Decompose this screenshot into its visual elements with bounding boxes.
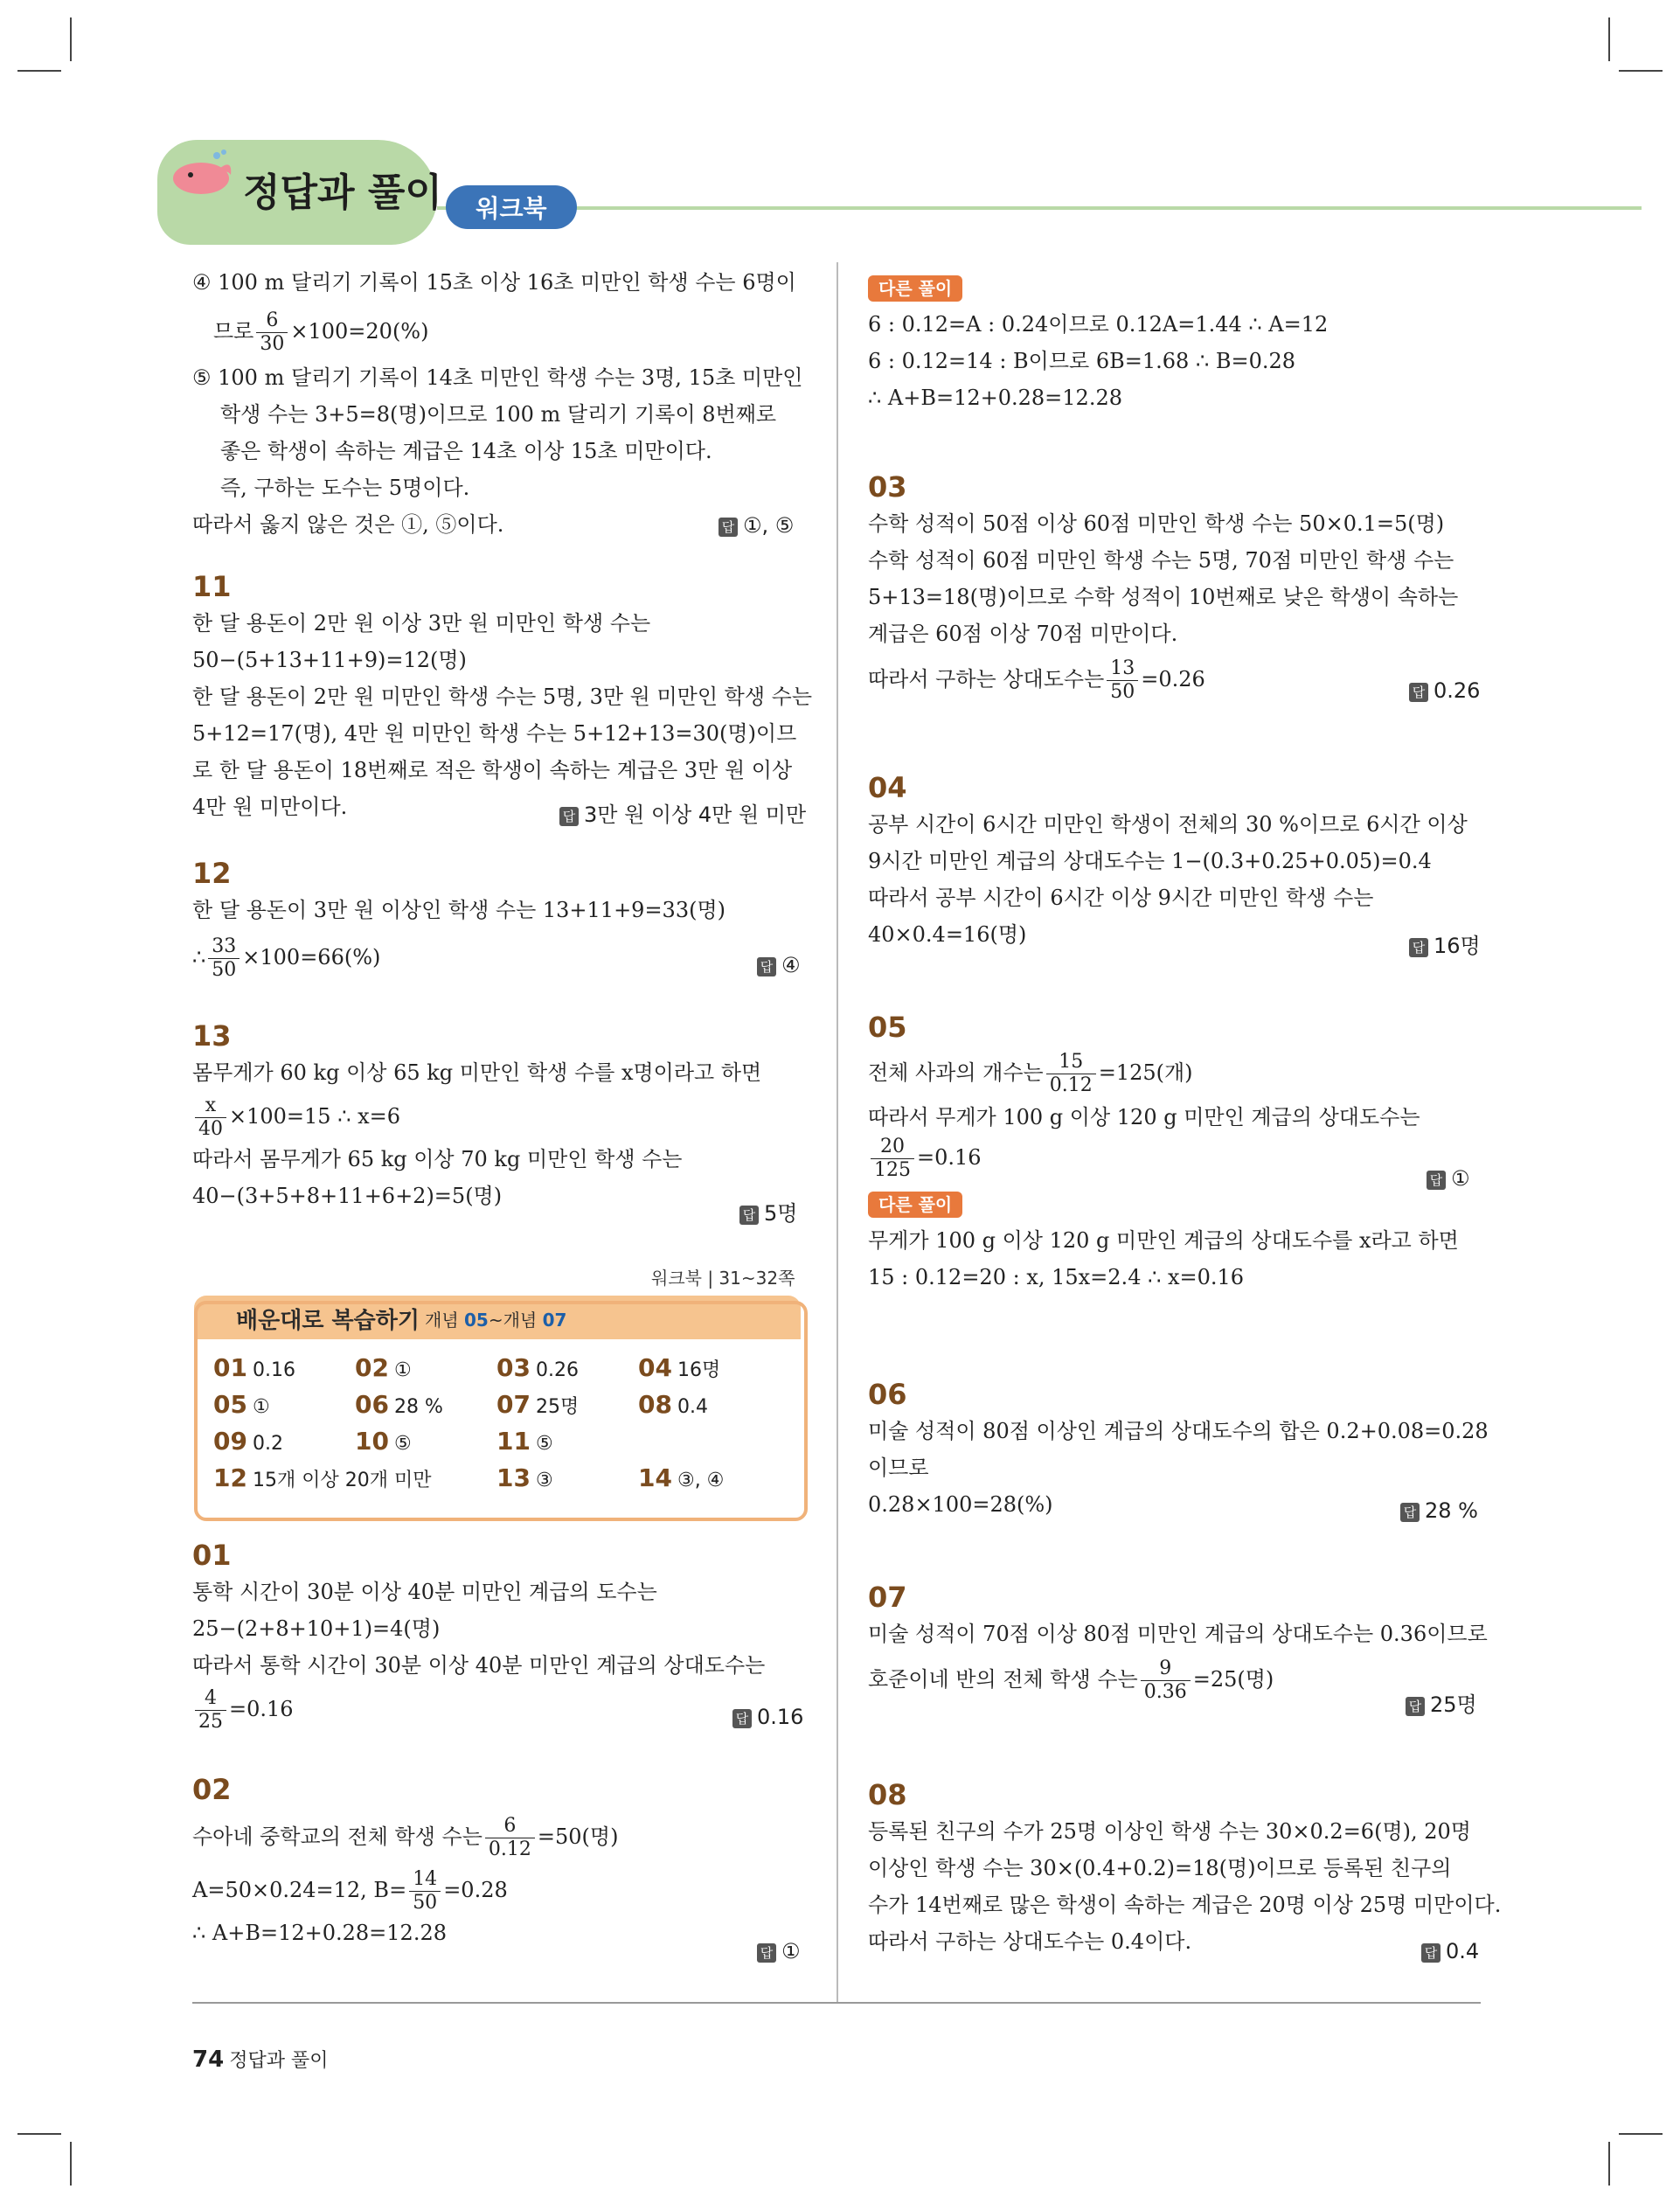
crop-mark — [17, 70, 61, 72]
review-04: 04 공부 시간이 6시간 미만인 학생이 전체의 30 %이므로 6시간 이상 9시간 미만인 계급의 상대도수는 1−(0.3+0.25+0.05)=0.4 따라서 공부 시간이 6시간 이상 9시간 미만인 학생 수는 40×0.4=16(명) — [868, 771, 1468, 947]
review-06: 06 미술 성적이 80점 이상인 계급의 상대도수의 합은 0.2+0.08=0.28 이므로 0.28×100=28(%) — [868, 1378, 1489, 1517]
review-item: 13 ③ — [496, 1463, 553, 1492]
workbook-tag: 워크북 — [446, 185, 577, 229]
question-12: 12 한 달 용돈이 3만 원 이상인 학생 수는 13+11+9=33(명) ∴ $\frac{33}{50}$ ×100=66(%) — [192, 857, 726, 981]
review-item: 05 ① — [213, 1390, 270, 1419]
crop-mark — [17, 2133, 61, 2135]
review-01: 01 통학 시간이 30분 이상 40분 미만인 계급의 도수는 25−(2+8+10+1)=4(명) 따라서 통학 시간이 30분 이상 40분 미만인 계급의 상대도수는 $\frac{4}{25}$ =0.16 — [192, 1539, 766, 1733]
fraction: $\frac{x}{40}$ — [195, 1095, 226, 1141]
answer-label: 답 0.16 — [732, 1705, 803, 1729]
crop-mark — [70, 2142, 72, 2186]
review-item: 08 0.4 — [638, 1390, 708, 1419]
fraction: $\frac{6}{0.12}$ — [485, 1815, 535, 1861]
review-item: 07 25명 — [496, 1390, 580, 1419]
review-item: 02 ① — [355, 1353, 412, 1382]
whale-icon — [166, 149, 236, 201]
answer-label: 답 3만 원 이상 4만 원 미만 — [559, 797, 806, 828]
answer-label: 답 0.4 — [1421, 1939, 1479, 1963]
alt-solution-label: 다른 풀이 — [868, 275, 962, 302]
footer-label: 정답과 풀이 — [229, 2050, 329, 2072]
fraction: $\frac{20}{125}$ — [871, 1136, 914, 1182]
solution-block: ④ 100 m 달리기 기록이 15초 이상 16초 미만인 학생 수는 6명이 므로 $\frac{6}{30}$ ×100=20(%) ⑤ 100 m 달리기 기록이 14초 미만인 학생 수는 3명, 15초 미만인 학생 수는 3+5=8(명)이므로 100 m 달리기 기록이 8번째로 좋은 학생이 속하는 계급은 14초 이상 15초 미만이다. 즉, 구하는 도수는 5명이다. 따라서 옳지 않은 것은 ①, ⑤이다. — [192, 270, 803, 537]
crop-mark — [70, 17, 72, 61]
review-item: 12 15개 이상 20개 미만 — [213, 1463, 432, 1492]
fraction: $\frac{13}{50}$ — [1107, 657, 1138, 704]
review-concept-range: 개념 05~개념 07 — [425, 1310, 567, 1331]
review-item: 03 0.26 — [496, 1353, 579, 1382]
answer-label: 답 ① — [1427, 1166, 1470, 1191]
question-13: 13 몸무게가 60 kg 이상 65 kg 미만인 학생 수를 x명이라고 하면 $\frac{x}{40}$ ×100=15 ∴ x=6 따라서 몸무게가 65 kg 이상 70 kg 미만인 학생 수는 40−(3+5+8+11+6+2)=5(명) — [192, 1019, 762, 1208]
review-02: 02 수아네 중학교의 전체 학생 수는 $\frac{6}{0.12}$ =50(명) A=50×0.24=12, B= $\frac{14}{50}$ =0.28 ∴ A+B=12+0.28=12.28 — [192, 1773, 619, 1945]
answer-label: 답 5명 — [739, 1196, 797, 1227]
fraction: $\frac{6}{30}$ — [256, 309, 288, 356]
answer-label: 답 25명 — [1406, 1687, 1477, 1718]
review-07: 07 미술 성적이 70점 이상 80점 미만인 계급의 상대도수는 0.36이므로 호준이네 반의 전체 학생 수는 $\frac{9}{0.36}$ =25(명) — [868, 1581, 1488, 1703]
fraction: $\frac{33}{50}$ — [208, 935, 240, 982]
answer-label: 답 16명 — [1409, 928, 1481, 959]
review-item: 11 ⑤ — [496, 1427, 553, 1456]
answer-label: 답 0.26 — [1409, 678, 1480, 703]
review-item: 06 28 % — [355, 1390, 443, 1419]
page-number: 74 — [192, 2047, 225, 2073]
review-03: 03 수학 성적이 50점 이상 60점 미만인 학생 수는 50×0.1=5(명) 수학 성적이 60점 미만인 학생 수는 5명, 70점 미만인 학생 수는 5+13=18(명)이므로 수학 성적이 10번째로 낮은 학생이 속하는 계급은 60점 이상 70점 미만이다. 따라서 구하는 상대도수는 $\frac{13}{50}$ =0.26 — [868, 470, 1459, 703]
page-footer — [192, 2046, 328, 2073]
answer-label: 답 ①, ⑤ — [719, 513, 794, 538]
page-header-title: 정답과 풀이 — [243, 170, 442, 215]
question-11: 11 한 달 용돈이 2만 원 이상 3만 원 미만인 학생 수는 50−(5+13+11+9)=12(명) 한 달 용돈이 2만 원 미만인 학생 수는 5명, 3만 원 미만인 학생 수는 5+12=17(명), 4만 원 미만인 학생 수는 5+12+13=30(명)이므 로 한 달 용돈이 18번째로 적은 학생이 속하는 계급은 3만 원 이상 4만 원 미만이다. — [192, 570, 813, 819]
crop-mark — [1619, 70, 1663, 72]
bottom-rule — [192, 2002, 1481, 2004]
column-divider — [837, 262, 838, 2002]
review-title: 배운대로 복습하기 — [236, 1308, 420, 1334]
fraction: $\frac{4}{25}$ — [195, 1687, 226, 1734]
alt-solution-02: 다른 풀이 6 : 0.12=A : 0.24이므로 0.12A=1.44 ∴ A=12 6 : 0.12=14 : B이므로 6B=1.68 ∴ B=0.28 ∴ A+B=12+0.28=12.28 — [868, 269, 1328, 416]
review-item: 04 16명 — [638, 1353, 721, 1382]
header-rule — [437, 206, 1642, 210]
alt-solution-label: 다른 풀이 — [868, 1192, 962, 1218]
review-item: 10 ⑤ — [355, 1427, 412, 1456]
fraction: $\frac{9}{0.36}$ — [1141, 1657, 1191, 1704]
fraction: $\frac{15}{0.12}$ — [1046, 1051, 1096, 1097]
fraction: $\frac{14}{50}$ — [409, 1868, 441, 1915]
crop-mark — [1608, 2142, 1610, 2186]
crop-mark — [1608, 17, 1610, 61]
review-item: 09 0.2 — [213, 1427, 283, 1456]
review-item: 01 0.16 — [213, 1353, 295, 1382]
workbook-page-ref: 워크북 | 31~32쪽 — [651, 1268, 795, 1289]
review-05: 05 전체 사과의 개수는 $\frac{15}{0.12}$ =125(개) 따라서 무게가 100 g 이상 120 g 미만인 계급의 상대도수는 $\frac{20}{125}$ =0.16 다른 풀이 무게가 100 g 이상 120 g 미만인 계급의 상대도수를 x라고 하면 15 : 0.12=20 : x, 15x=2.4 ∴ x=0.16 — [868, 1011, 1459, 1289]
answer-label: 답 28 % — [1400, 1498, 1478, 1523]
answer-label: 답 ① — [757, 1939, 801, 1963]
review-item: 14 ③, ④ — [638, 1463, 725, 1492]
review-08: 08 등록된 친구의 수가 25명 이상인 학생 수는 30×0.2=6(명), 20명 이상인 학생 수는 30×(0.4+0.2)=18(명)이므로 등록된 친구의 수가 14번째로 많은 학생이 속하는 계급은 20명 이상 25명 미만이다. 따라서 구하는 상대도수는 0.4이다. — [868, 1778, 1502, 1954]
answer-label: 답 ④ — [757, 953, 801, 977]
crop-mark — [1619, 2133, 1663, 2135]
